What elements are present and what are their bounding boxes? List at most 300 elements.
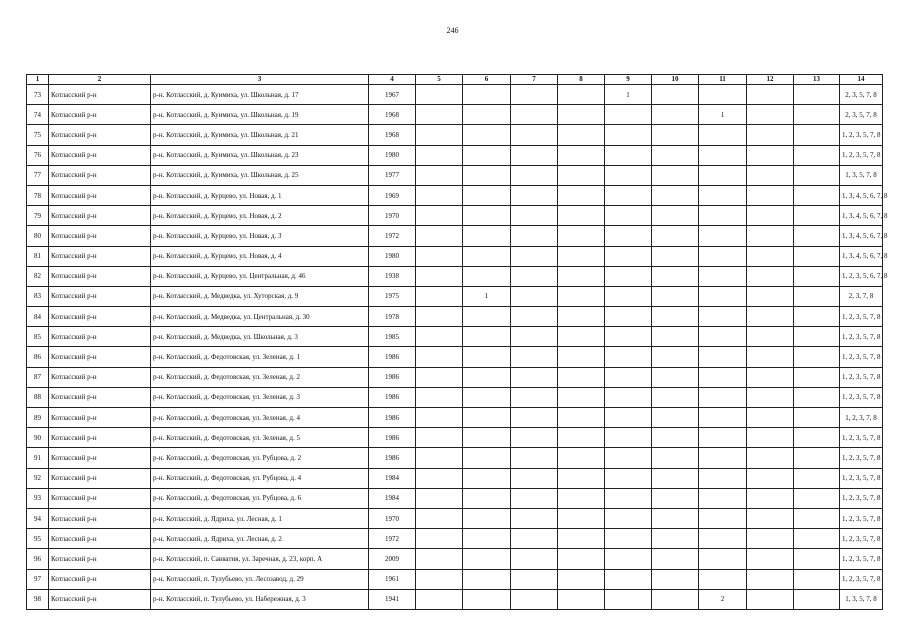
row-number-cell: 89 [27, 408, 49, 428]
column-14-cell: 1, 3, 5, 7, 8 [840, 589, 883, 609]
column-8-cell [558, 468, 605, 488]
column-9-cell [605, 428, 652, 448]
column-11-cell [699, 327, 747, 347]
column-header-9: 9 [605, 75, 652, 85]
table-row [27, 589, 883, 609]
column-12-cell [747, 165, 794, 185]
column-6-cell [463, 387, 511, 407]
district-cell: Котласский р-н [49, 529, 151, 549]
column-13-cell [794, 448, 840, 468]
column-7-cell [511, 347, 558, 367]
column-5-cell [416, 428, 463, 448]
column-9-cell [605, 266, 652, 286]
column-8-cell [558, 589, 605, 609]
column-14-cell: 2, 3, 7, 8 [840, 286, 883, 306]
column-6-cell [463, 226, 511, 246]
column-9-cell [605, 307, 652, 327]
column-13-cell [794, 105, 840, 125]
column-10-cell [652, 508, 699, 528]
column-14-cell: 2, 3, 5, 7, 8 [840, 85, 883, 105]
column-11-cell [699, 246, 747, 266]
year-cell: 1985 [369, 327, 416, 347]
row-number-cell: 97 [27, 569, 49, 589]
address-cell: р-н. Котласский, п. Савватия, ул. Заречная, д. 23, корп. А [151, 549, 369, 569]
year-cell: 1980 [369, 145, 416, 165]
column-7-cell [511, 488, 558, 508]
year-cell: 1984 [369, 488, 416, 508]
column-header-4: 4 [369, 75, 416, 85]
column-10-cell [652, 145, 699, 165]
district-cell: Котласский р-н [49, 246, 151, 266]
column-5-cell [416, 145, 463, 165]
column-7-cell [511, 549, 558, 569]
column-9-cell: 1 [605, 85, 652, 105]
column-10-cell [652, 307, 699, 327]
year-cell: 1968 [369, 125, 416, 145]
column-13-cell [794, 569, 840, 589]
column-7-cell [511, 206, 558, 226]
district-cell: Котласский р-н [49, 408, 151, 428]
column-7-cell [511, 105, 558, 125]
year-cell: 1986 [369, 428, 416, 448]
district-cell: Котласский р-н [49, 266, 151, 286]
column-7-cell [511, 286, 558, 306]
column-10-cell [652, 266, 699, 286]
address-cell: р-н. Котласский, д. Медведка, ул. Центральная, д. 30 [151, 307, 369, 327]
district-cell: Котласский р-н [49, 226, 151, 246]
year-cell: 1938 [369, 266, 416, 286]
column-10-cell [652, 165, 699, 185]
column-8-cell [558, 266, 605, 286]
column-10-cell [652, 85, 699, 105]
column-12-cell [747, 448, 794, 468]
address-cell: р-н. Котласский, д. Курцево, ул. Новая, д. 4 [151, 246, 369, 266]
address-cell: р-н. Котласский, д. Федотовская, ул. Рубцова, д. 2 [151, 448, 369, 468]
column-13-cell [794, 226, 840, 246]
address-cell: р-н. Котласский, д. Курцево, ул. Новая, д. 2 [151, 206, 369, 226]
column-12-cell [747, 266, 794, 286]
column-12-cell [747, 206, 794, 226]
column-6-cell [463, 508, 511, 528]
column-12-cell [747, 549, 794, 569]
column-11-cell [699, 85, 747, 105]
column-13-cell [794, 185, 840, 205]
year-cell: 1978 [369, 307, 416, 327]
district-cell: Котласский р-н [49, 286, 151, 306]
column-9-cell [605, 408, 652, 428]
district-cell: Котласский р-н [49, 448, 151, 468]
column-10-cell [652, 468, 699, 488]
address-cell: р-н. Котласский, п. Тулубьево, ул. Набережная, д. 3 [151, 589, 369, 609]
year-cell: 1980 [369, 246, 416, 266]
table-row [27, 367, 883, 387]
address-cell: р-н. Котласский, д. Куимиха, ул. Школьная, д. 17 [151, 85, 369, 105]
column-11-cell [699, 367, 747, 387]
table-row [27, 347, 883, 367]
column-11-cell [699, 549, 747, 569]
address-cell: р-н. Котласский, д. Медведка, ул. Школьная, д. 3 [151, 327, 369, 347]
district-cell: Котласский р-н [49, 185, 151, 205]
table-row [27, 185, 883, 205]
district-cell: Котласский р-н [49, 488, 151, 508]
column-9-cell [605, 448, 652, 468]
column-10-cell [652, 387, 699, 407]
column-header-1: 1 [27, 75, 49, 85]
column-11-cell [699, 266, 747, 286]
column-9-cell [605, 569, 652, 589]
column-6-cell [463, 327, 511, 347]
column-14-cell: 1, 2, 3, 5, 7, 8 [840, 508, 883, 528]
table-row [27, 307, 883, 327]
column-9-cell [605, 226, 652, 246]
column-6-cell [463, 569, 511, 589]
column-13-cell [794, 468, 840, 488]
column-10-cell [652, 589, 699, 609]
column-9-cell [605, 387, 652, 407]
year-cell: 1972 [369, 226, 416, 246]
column-11-cell [699, 448, 747, 468]
column-9-cell [605, 347, 652, 367]
table-row [27, 569, 883, 589]
column-7-cell [511, 125, 558, 145]
column-7-cell [511, 327, 558, 347]
column-6-cell [463, 145, 511, 165]
row-number-cell: 91 [27, 448, 49, 468]
column-8-cell [558, 165, 605, 185]
column-8-cell [558, 286, 605, 306]
column-9-cell [605, 508, 652, 528]
column-13-cell [794, 125, 840, 145]
row-number-cell: 92 [27, 468, 49, 488]
column-10-cell [652, 347, 699, 367]
column-5-cell [416, 408, 463, 428]
column-14-cell: 1, 3, 4, 5, 6, 7, 8 [840, 226, 883, 246]
year-cell: 1968 [369, 105, 416, 125]
column-6-cell: 1 [463, 286, 511, 306]
year-cell: 1972 [369, 529, 416, 549]
column-7-cell [511, 307, 558, 327]
column-12-cell [747, 508, 794, 528]
column-10-cell [652, 408, 699, 428]
column-14-cell: 1, 3, 4, 5, 6, 7, 8 [840, 246, 883, 266]
column-12-cell [747, 569, 794, 589]
column-6-cell [463, 246, 511, 266]
column-6-cell [463, 125, 511, 145]
column-7-cell [511, 508, 558, 528]
row-number-cell: 82 [27, 266, 49, 286]
row-number-cell: 87 [27, 367, 49, 387]
column-12-cell [747, 589, 794, 609]
column-10-cell [652, 286, 699, 306]
column-8-cell [558, 125, 605, 145]
year-cell: 1986 [369, 347, 416, 367]
column-8-cell [558, 569, 605, 589]
column-14-cell: 1, 2, 3, 5, 7, 8 [840, 367, 883, 387]
district-cell: Котласский р-н [49, 206, 151, 226]
column-10-cell [652, 246, 699, 266]
row-number-cell: 90 [27, 428, 49, 448]
column-12-cell [747, 488, 794, 508]
row-number-cell: 84 [27, 307, 49, 327]
column-13-cell [794, 266, 840, 286]
column-11-cell [699, 125, 747, 145]
column-5-cell [416, 206, 463, 226]
address-cell: р-н. Котласский, д. Федотовская, ул. Рубцова, д. 4 [151, 468, 369, 488]
district-cell: Котласский р-н [49, 347, 151, 367]
column-13-cell [794, 428, 840, 448]
column-7-cell [511, 246, 558, 266]
column-13-cell [794, 549, 840, 569]
district-cell: Котласский р-н [49, 428, 151, 448]
table-row [27, 85, 883, 105]
column-6-cell [463, 488, 511, 508]
year-cell: 1961 [369, 569, 416, 589]
table-row [27, 246, 883, 266]
column-13-cell [794, 589, 840, 609]
column-10-cell [652, 529, 699, 549]
year-cell: 2009 [369, 549, 416, 569]
column-14-cell: 1, 2, 3, 5, 7, 8 [840, 307, 883, 327]
address-cell: р-н. Котласский, д. Федотовская, ул. Зеленая, д. 2 [151, 367, 369, 387]
column-6-cell [463, 165, 511, 185]
column-6-cell [463, 206, 511, 226]
column-11-cell [699, 226, 747, 246]
column-9-cell [605, 327, 652, 347]
column-5-cell [416, 488, 463, 508]
column-13-cell [794, 327, 840, 347]
column-header-11: 11 [699, 75, 747, 85]
column-8-cell [558, 508, 605, 528]
column-header-7: 7 [511, 75, 558, 85]
table-row [27, 206, 883, 226]
column-12-cell [747, 85, 794, 105]
table-row [27, 226, 883, 246]
row-number-cell: 75 [27, 125, 49, 145]
row-number-cell: 95 [27, 529, 49, 549]
column-12-cell [747, 428, 794, 448]
column-12-cell [747, 408, 794, 428]
row-number-cell: 85 [27, 327, 49, 347]
column-5-cell [416, 347, 463, 367]
row-number-cell: 86 [27, 347, 49, 367]
column-8-cell [558, 246, 605, 266]
column-8-cell [558, 327, 605, 347]
table-row [27, 145, 883, 165]
housing-registry-table [26, 74, 888, 610]
column-5-cell [416, 448, 463, 468]
column-9-cell [605, 246, 652, 266]
table-body [27, 85, 888, 610]
column-6-cell [463, 266, 511, 286]
column-5-cell [416, 286, 463, 306]
column-9-cell [605, 529, 652, 549]
column-9-cell [605, 286, 652, 306]
district-cell: Котласский р-н [49, 468, 151, 488]
column-header-12: 12 [747, 75, 794, 85]
column-11-cell [699, 387, 747, 407]
table-row [27, 165, 883, 185]
column-11-cell [699, 468, 747, 488]
column-5-cell [416, 185, 463, 205]
table-row [27, 286, 883, 306]
row-number-cell: 78 [27, 185, 49, 205]
column-14-cell: 1, 2, 3, 5, 7, 8 [840, 488, 883, 508]
column-10-cell [652, 125, 699, 145]
row-number-cell: 76 [27, 145, 49, 165]
column-12-cell [747, 226, 794, 246]
district-cell: Котласский р-н [49, 589, 151, 609]
column-5-cell [416, 266, 463, 286]
column-12-cell [747, 286, 794, 306]
table-row [27, 408, 883, 428]
column-8-cell [558, 367, 605, 387]
table-row [27, 327, 883, 347]
address-cell: р-н. Котласский, д. Курцево, ул. Центральная, д. 46 [151, 266, 369, 286]
column-10-cell [652, 428, 699, 448]
column-7-cell [511, 387, 558, 407]
column-13-cell [794, 286, 840, 306]
column-9-cell [605, 468, 652, 488]
year-cell: 1986 [369, 387, 416, 407]
column-5-cell [416, 508, 463, 528]
column-9-cell [605, 185, 652, 205]
column-7-cell [511, 529, 558, 549]
column-9-cell [605, 206, 652, 226]
column-9-cell [605, 549, 652, 569]
column-header-3: 3 [151, 75, 369, 85]
column-10-cell [652, 226, 699, 246]
year-cell: 1986 [369, 448, 416, 468]
column-5-cell [416, 307, 463, 327]
year-cell: 1986 [369, 367, 416, 387]
year-cell: 1977 [369, 165, 416, 185]
column-14-cell: 2, 3, 5, 7, 8 [840, 105, 883, 125]
column-5-cell [416, 529, 463, 549]
district-cell: Котласский р-н [49, 569, 151, 589]
table-row [27, 488, 883, 508]
row-number-cell: 80 [27, 226, 49, 246]
table-row [27, 468, 883, 488]
column-12-cell [747, 185, 794, 205]
column-6-cell [463, 185, 511, 205]
column-10-cell [652, 327, 699, 347]
column-11-cell [699, 428, 747, 448]
district-cell: Котласский р-н [49, 549, 151, 569]
column-5-cell [416, 85, 463, 105]
row-number-cell: 77 [27, 165, 49, 185]
district-cell: Котласский р-н [49, 145, 151, 165]
address-cell: р-н. Котласский, д. Куимиха, ул. Школьная, д. 25 [151, 165, 369, 185]
column-7-cell [511, 367, 558, 387]
address-cell: р-н. Котласский, д. Федотовская, ул. Зеленая, д. 1 [151, 347, 369, 367]
column-8-cell [558, 307, 605, 327]
row-number-cell: 74 [27, 105, 49, 125]
column-12-cell [747, 145, 794, 165]
table-row [27, 549, 883, 569]
district-cell: Котласский р-н [49, 327, 151, 347]
column-8-cell [558, 226, 605, 246]
column-6-cell [463, 367, 511, 387]
column-11-cell: 1 [699, 105, 747, 125]
column-10-cell [652, 206, 699, 226]
column-header-10: 10 [652, 75, 699, 85]
year-cell: 1970 [369, 206, 416, 226]
column-12-cell [747, 327, 794, 347]
table-row [27, 508, 883, 528]
district-cell: Котласский р-н [49, 85, 151, 105]
column-13-cell [794, 347, 840, 367]
year-cell: 1941 [369, 589, 416, 609]
column-7-cell [511, 589, 558, 609]
column-8-cell [558, 549, 605, 569]
column-6-cell [463, 347, 511, 367]
column-7-cell [511, 226, 558, 246]
column-14-cell: 1, 3, 4, 5, 6, 7, 8 [840, 185, 883, 205]
column-11-cell: 2 [699, 589, 747, 609]
column-11-cell [699, 488, 747, 508]
column-13-cell [794, 206, 840, 226]
column-6-cell [463, 85, 511, 105]
column-11-cell [699, 529, 747, 549]
column-7-cell [511, 468, 558, 488]
district-cell: Котласский р-н [49, 125, 151, 145]
column-11-cell [699, 165, 747, 185]
address-cell: р-н. Котласский, д. Медведка, ул. Хуторская, д. 9 [151, 286, 369, 306]
column-10-cell [652, 569, 699, 589]
column-8-cell [558, 185, 605, 205]
table-row [27, 387, 883, 407]
column-13-cell [794, 85, 840, 105]
column-8-cell [558, 408, 605, 428]
column-5-cell [416, 549, 463, 569]
column-14-cell: 1, 2, 3, 5, 7, 8 [840, 549, 883, 569]
table-row [27, 448, 883, 468]
column-8-cell [558, 347, 605, 367]
column-header-6: 6 [463, 75, 511, 85]
row-number-cell: 81 [27, 246, 49, 266]
column-13-cell [794, 408, 840, 428]
year-cell: 1975 [369, 286, 416, 306]
row-number-cell: 93 [27, 488, 49, 508]
year-cell: 1967 [369, 85, 416, 105]
column-7-cell [511, 448, 558, 468]
column-6-cell [463, 529, 511, 549]
column-9-cell [605, 105, 652, 125]
address-cell: р-н. Котласский, д. Куимиха, ул. Школьная, д. 19 [151, 105, 369, 125]
column-14-cell: 1, 2, 3, 5, 7, 8 [840, 448, 883, 468]
column-14-cell: 1, 3, 5, 7, 8 [840, 165, 883, 185]
column-11-cell [699, 185, 747, 205]
column-14-cell: 1, 2, 3, 7, 8 [840, 408, 883, 428]
table-row [27, 105, 883, 125]
column-9-cell [605, 488, 652, 508]
district-cell: Котласский р-н [49, 307, 151, 327]
column-7-cell [511, 428, 558, 448]
column-12-cell [747, 105, 794, 125]
column-5-cell [416, 367, 463, 387]
column-6-cell [463, 307, 511, 327]
row-number-cell: 79 [27, 206, 49, 226]
address-cell: р-н. Котласский, д. Федотовская, ул. Зеленая, д. 5 [151, 428, 369, 448]
district-cell: Котласский р-н [49, 387, 151, 407]
column-11-cell [699, 206, 747, 226]
column-5-cell [416, 589, 463, 609]
column-5-cell [416, 569, 463, 589]
column-6-cell [463, 448, 511, 468]
column-11-cell [699, 408, 747, 428]
column-12-cell [747, 246, 794, 266]
column-11-cell [699, 286, 747, 306]
